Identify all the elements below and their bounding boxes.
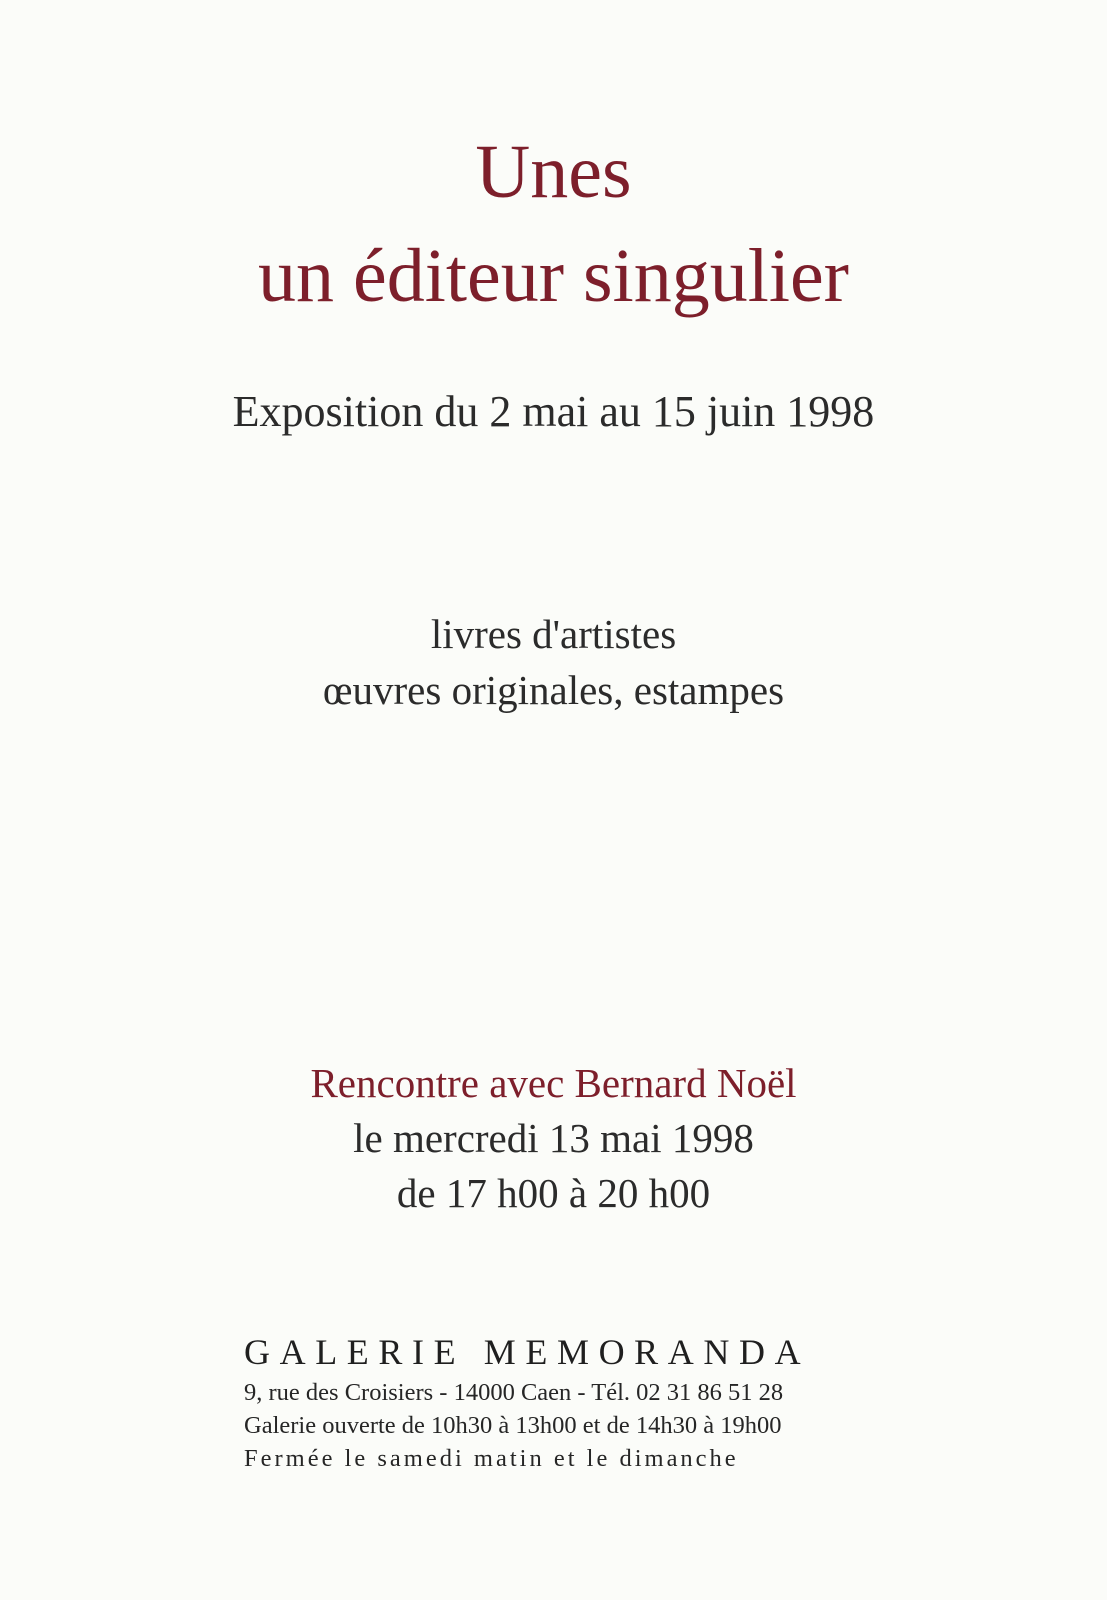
works-line-1: livres d'artistes <box>430 611 677 657</box>
meeting-info <box>0 1056 1107 1221</box>
gallery-address: 9, rue des Croisiers - 14000 Caen - Tél. 02 31 86 51 28 <box>244 1379 784 1406</box>
meeting-line-3: de 17 h00 à 20 h00 <box>396 1170 711 1216</box>
gallery-info <box>244 1328 878 1475</box>
gallery-name: GALERIE MEMORANDA <box>244 1332 811 1372</box>
gallery-hours: Galerie ouverte de 10h30 à 13h00 et de 14h30 à 19h00 <box>244 1412 782 1439</box>
works-description <box>0 606 1107 718</box>
works-line-2: œuvres originales, estampes <box>322 667 785 713</box>
meeting-line-1: Rencontre avec Bernard Noël <box>310 1060 797 1106</box>
title-line-2: un éditeur singulier <box>258 234 849 318</box>
exhibition-dates: Exposition du 2 mai au 15 juin 1998 <box>232 387 875 436</box>
gallery-closed: Fermée le samedi matin et le dimanche <box>244 1445 739 1472</box>
title-line-1: Unes <box>475 130 632 214</box>
meeting-line-2: le mercredi 13 mai 1998 <box>353 1115 754 1161</box>
